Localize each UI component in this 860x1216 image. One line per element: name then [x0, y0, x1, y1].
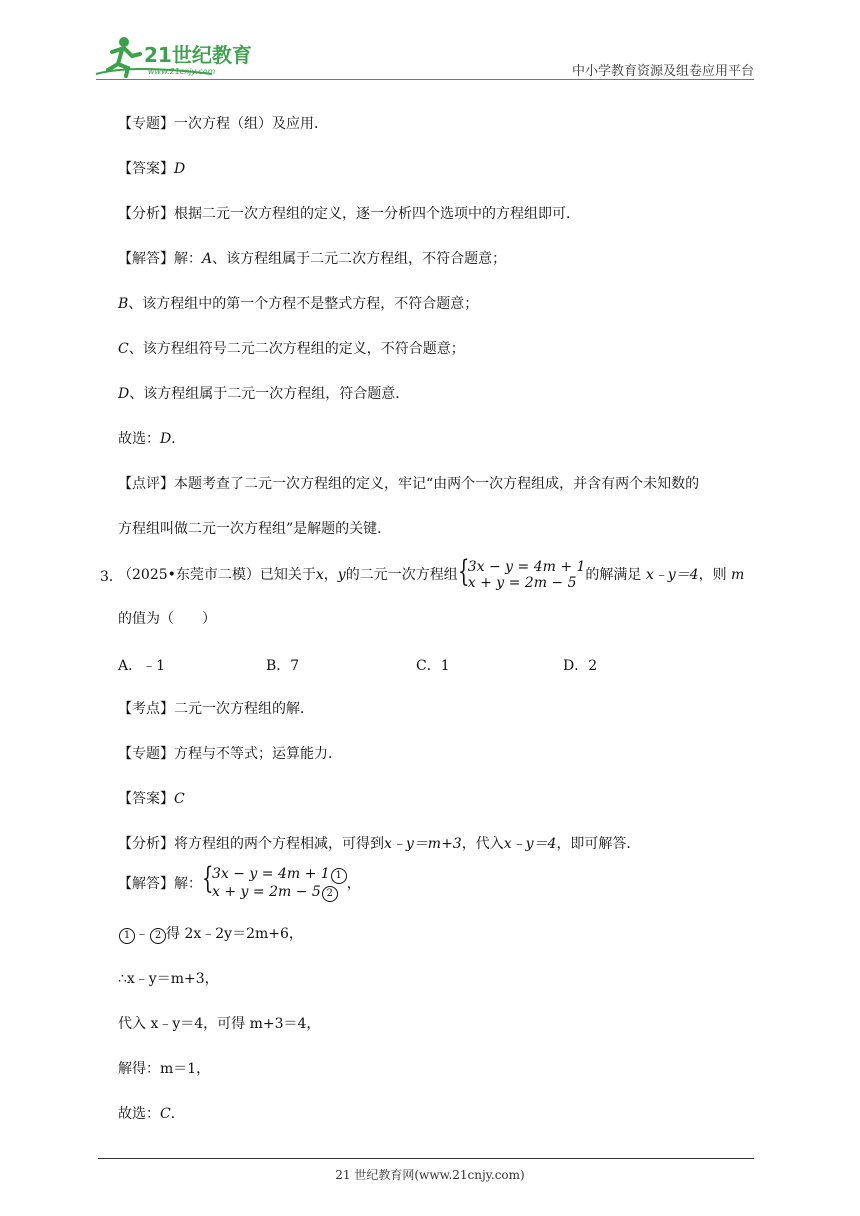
q3-solution-equations: { 3x − y = 4m + 1 1 x + y = 2m − 5 2: [202, 866, 347, 902]
platform-name: 中小学教育资源及组卷应用平台: [571, 64, 754, 79]
circled-number-1: 1: [331, 868, 347, 884]
runner-logo-icon: [92, 34, 262, 80]
q2-choice: 故选：D．: [118, 431, 186, 447]
q2-comment-line1: 【点评】本题考查了二元一次方程组的定义，牢记“由两个一次方程组成，并含有两个未知数的: [118, 476, 700, 492]
circled-number-2: 2: [322, 886, 338, 902]
q3-choice: 故选：C．: [118, 1106, 185, 1122]
page-header: [0, 0, 860, 90]
q3-step2: ∴x﹣y＝m+3，: [118, 971, 219, 987]
q3-answer: 【答案】C: [118, 791, 185, 807]
q3-step4: 解得：m＝1，: [118, 1061, 211, 1077]
q2-solution-c: C、该方程组符号二元二次方程组的定义，不符合题意；: [118, 341, 465, 357]
q2-comment-line2: 方程组叫做二元一次方程组”是解题的关键．: [118, 521, 392, 537]
q3-topic: 【专题】方程与不等式；运算能力．: [118, 746, 342, 762]
q3-number: 3．: [100, 569, 123, 585]
page-footer: 21 世纪教育网(www.21cnjy.com): [335, 1168, 525, 1182]
header-divider: [96, 79, 754, 80]
q2-analysis: 【分析】根据二元一次方程组的定义，逐一分析四个选项中的方程组即可．: [118, 206, 580, 222]
q3-stem: （2025•东莞市二模）已知关于x，y的二元一次方程组 { 3x − y = 4m + 1 x + y = 2m − 5 的解满足 x﹣y＝4，则 m: [118, 554, 745, 591]
svg-text:21世纪教育: 21世纪教育: [144, 43, 252, 67]
q3-option-b: B．7: [266, 658, 300, 674]
q3-option-a: A．﹣1: [118, 658, 166, 674]
q3-option-c: C．1: [416, 658, 450, 674]
svg-text:www.21cnjy.com: www.21cnjy.com: [148, 67, 216, 76]
q3-option-d: D．2: [563, 658, 598, 674]
q2-topic: 【专题】一次方程（组）及应用．: [118, 116, 328, 132]
q3-step3: 代入 x﹣y＝4，可得 m+3＝4，: [118, 1016, 321, 1032]
footer-divider: [98, 1158, 754, 1159]
q2-solution-b: B、该方程组中的第一个方程不是整式方程，不符合题意；: [118, 296, 479, 312]
q3-solution-system: 【解答】解： { 3x − y = 4m + 1 1 x + y = 2m − 5 2 ，: [118, 861, 361, 900]
q3-analysis: 【分析】将方程组的两个方程相减，可得到x﹣y＝m+3，代入x﹣y＝4，即可解答．: [118, 836, 641, 852]
q3-kaodian: 【考点】二元一次方程组的解．: [118, 701, 314, 717]
q2-answer: 【答案】D: [118, 161, 186, 177]
q2-solution-d: D、该方程组属于二元一次方程组，符合题意．: [118, 386, 410, 402]
q3-equation-system: { 3x − y = 4m + 1 x + y = 2m − 5: [457, 554, 586, 591]
q3-step1: 1 ﹣ 2 得 2x﹣2y＝2m+6，: [118, 925, 303, 944]
site-logo: [92, 34, 262, 80]
q2-solution-a: 【解答】解：A、该方程组属于二元二次方程组，不符合题意；: [118, 251, 507, 267]
q3-stem-line2: 的值为（ ）: [118, 611, 216, 627]
